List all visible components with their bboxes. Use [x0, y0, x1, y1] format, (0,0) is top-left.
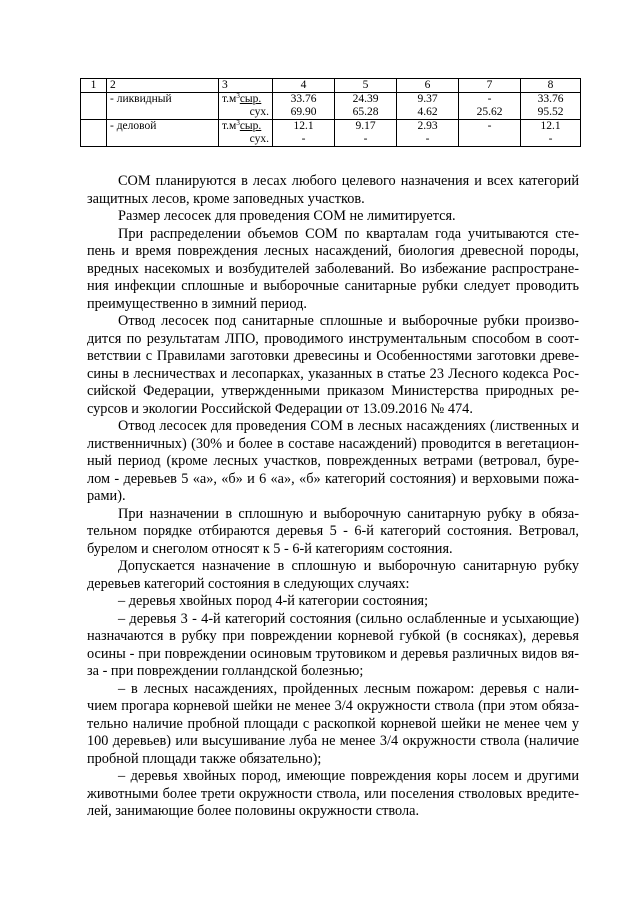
paragraph: При назначении в сплошную и выборочную санитарную рубку в обяза-тельном порядке отбираются деревья 5 - 6-й категорий состояния. Ветровал, бурелом и снеголом относят к 5 - 6-й категориям состояния. [87, 505, 579, 557]
value-cell: 12.1 [521, 120, 581, 134]
paragraph: Размер лесосек для проведения СОМ не лимитируется. [118, 208, 456, 224]
value-cell: - [273, 133, 335, 147]
list-item: – в лесных насаждениях, пройденных лесным пожаром: деревья с нали-чием прогара корневой шейки не менее 3/4 окружности ствола (при этом обяза-тельно наличие пробной площади с раскопкой корневой шейки не менее чем у 100 деревьев) или высушивание луба не менее 3/4 окружности ствола (наличие пробной площади также обязательно); [87, 680, 579, 767]
value-cell: 4.62 [397, 106, 459, 120]
table-row [81, 120, 581, 134]
value-cell: - [521, 133, 581, 147]
list-item: – деревья 3 - 4-й категорий состояния (сильно ослабленные и усыхающие) назначаются в рубку при повреждении корневой губкой (в сосняках), деревья осины - при повреждении осиновым трутовиком и деревья различных видов вя-за - при повреждении голландской болезнью; [87, 610, 579, 679]
header-cell: 2 [107, 79, 219, 93]
list-item: – деревья хвойных пород 4-й категории состояния; [118, 593, 429, 609]
header-cell: 5 [335, 79, 397, 93]
header-cell: 3 [219, 79, 273, 93]
value-cell: - [397, 133, 459, 147]
unit-cell: $т.м^3сыр$. [219, 120, 273, 134]
value-cell: 33.76 [273, 93, 335, 107]
paragraph: Допускается назначение в сплошную и выборочную санитарную рубку деревьев категорий состояния в следующих случаях: [87, 558, 579, 592]
paragraph: При распределении объемов СОМ по кварталам года учитываются сте-пень и время повреждения лесных насаждений, биология древесной породы, вредных насекомых и возбудителей заболеваний. Во избежание распростране-ния инфекции сплошные и выборочные санитарные рубки следует проводить преимущественно в зимний период. [87, 225, 579, 312]
value-cell [459, 133, 521, 147]
value-cell: 25.62 [459, 106, 521, 120]
value-cell: 69.90 [273, 106, 335, 120]
unit-cell: $т.м^3сыр$. [219, 93, 273, 107]
header-cell: 8 [521, 79, 581, 93]
paragraph: СОМ планируются в лесах любого целевого назначения и всех категорий защитных лесов, кроме заповедных участков. [87, 173, 579, 207]
header-cell: 6 [397, 79, 459, 93]
table-row [81, 106, 581, 120]
header-cell: 7 [459, 79, 521, 93]
value-cell: 24.39 [335, 93, 397, 107]
header-cell: 1 [81, 79, 107, 93]
value-cell: 9.37 [397, 93, 459, 107]
value-cell: - [459, 93, 521, 107]
table-row [81, 93, 581, 107]
value-cell: - [459, 120, 521, 134]
value-cell: 2.93 [397, 120, 459, 134]
value-cell: - [335, 133, 397, 147]
category-cell: - ликвидный [107, 93, 219, 107]
header-cell: 4 [273, 79, 335, 93]
unit-cell: сух. [219, 106, 273, 120]
value-cell: 65.28 [335, 106, 397, 120]
value-cell: 12.1 [273, 120, 335, 134]
category-cell: - деловой [107, 120, 219, 134]
value-cell: 95.52 [521, 106, 581, 120]
table-header-row [81, 79, 581, 93]
paragraph: Отвод лесосек для проведения СОМ в лесных насаждениях (лиственных и лиственничных) (30% и более в составе насаждений) проводится в вегетацион-ный период (кроме лесных участков, поврежденных ветрами (ветровал, бурe-лом - деревьев 5 «а», «б» и 6 «а», «б» категорий состояния) и верховыми пожа-рами). [87, 418, 579, 504]
body-text [87, 173, 579, 821]
volume-table [80, 78, 581, 147]
value-cell: 9.17 [335, 120, 397, 134]
table-row [81, 133, 581, 147]
unit-cell: сух. [219, 133, 273, 147]
paragraph: Отвод лесосек под санитарные сплошные и выборочные рубки произво-дится по результатам ЛПО, проводимого инструментальным способом в соот-ветствии с Правилами заготовки древесины и Особенностями заготовки древе-сины в лесничествах и лесопарках, указанных в статье 23 Лесного кодекса Рос-сийской Федерации, утвержденными приказом Министерства природных ре-сурсов и экологии Российской Федерации от 13.09.2016 № 474. [87, 313, 579, 417]
value-cell: 33.76 [521, 93, 581, 107]
list-item: – деревья хвойных пород, имеющие повреждения коры лосем и другими животными более трети окружности ствола, или поселения стволовых вредите-лей, занимающие более половины окружности ствола. [87, 768, 579, 819]
